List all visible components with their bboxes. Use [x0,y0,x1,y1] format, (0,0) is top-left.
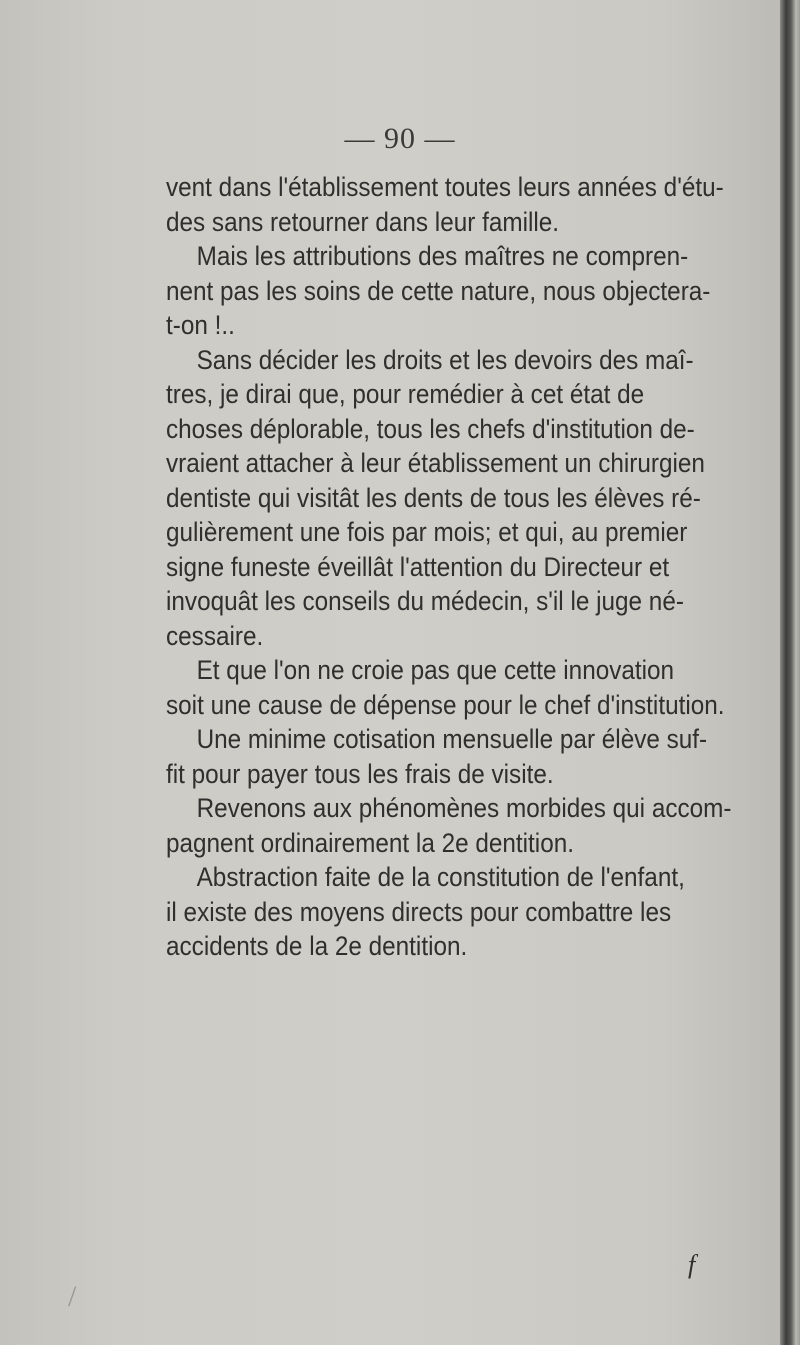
pencil-mark: / [68,1280,77,1313]
text-line: Sans décider les droits et les devoirs des maî- [196,344,694,375]
text-line: soit une cause de dépense pour le chef d'institution. [166,689,725,720]
text-line: Une minime cotisation mensuelle par élève suf- [196,724,708,754]
text-line: dentiste qui visitât les dents de tous les élèves ré- [166,482,701,513]
text-line: choses déplorable, tous les chefs d'institution de- [166,413,695,444]
text-line: nent pas les soins de cette nature, nous objectera- [166,275,711,306]
text-line: vent dans l'établissement toutes leurs années d'étu- [166,172,724,202]
text-line: Abstraction faite de la constitution de l'enfant, [196,862,685,892]
text-line: fit pour payer tous les frais de visite. [166,758,554,789]
text-line: accidents de la 2e dentition. [166,931,468,961]
text-line: Et que l'on ne croie pas que cette innovation [196,655,675,685]
bottom-mark: f [688,1250,696,1279]
text-line: invoquât les conseils du médecin, s'il le juge né- [166,586,684,616]
text-line: pagnent ordinairement la 2e dentition. [166,827,574,858]
text-line: t-on !.. [166,310,235,340]
text-line: tres, je dirai que, pour remédier à cet état de [166,379,645,409]
text-line: signe funeste éveillât l'attention du Directeur et [166,551,670,582]
text-line: gulièrement une fois par mois; et qui, au premier [166,517,688,547]
text-line: Mais les attributions des maîtres ne compren- [196,241,689,271]
text-line: des sans retourner dans leur famille. [166,206,560,237]
text-line: il existe des moyens directs pour combattre les [166,896,672,927]
text-line: cessaire. [166,620,264,651]
text-line: vraient attacher à leur établissement un chirurgien [166,448,705,478]
text-line: Revenons aux phénomènes morbides qui accom- [196,793,732,823]
body-text [166,170,790,964]
page-number: — 90 — [344,122,456,155]
